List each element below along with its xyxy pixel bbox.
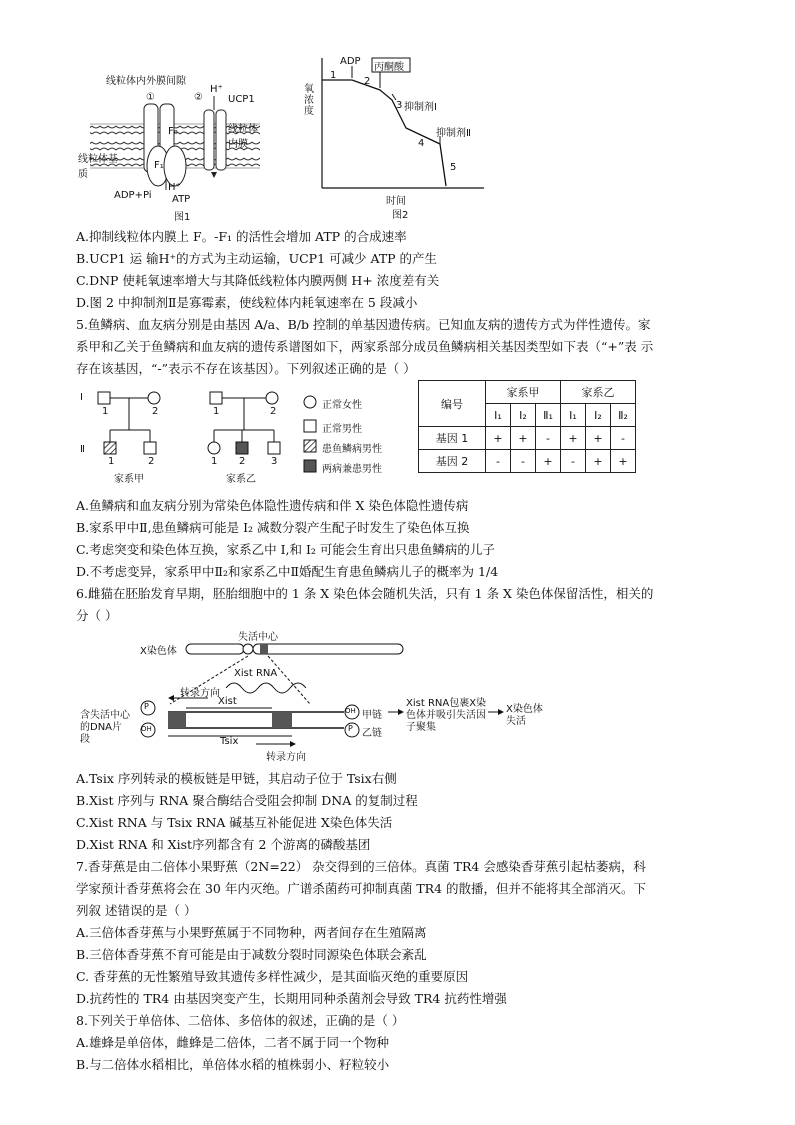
q4-option-c: C.DNP 使耗氧速率增大与其降低线粒体内膜两侧 H+ 浓度差有关	[76, 273, 440, 288]
fig1-atp: ATP	[172, 194, 191, 205]
fig1-inner-membrane: 线粒体内膜	[228, 124, 258, 150]
fig3-xist: Xist	[218, 696, 237, 707]
fig3-strand-b: 乙链	[362, 728, 382, 739]
q4-option-b: B.UCP1 运 输H⁺的方式为主动运输，UCP1 可减少 ATP 的产生	[76, 251, 438, 266]
pedigree-b-i2: 2	[270, 406, 277, 417]
fig2-inhibitor-1: 抑制剂Ⅰ	[404, 102, 437, 113]
fig3-inactive: X染色体失活	[506, 704, 543, 727]
legend-normal-male: 正常男性	[322, 424, 362, 435]
q7-option-d: D.抗药性的 TR4 由基因突变产生，长期用同种杀菌剂会导致 TR4 抗药性增强	[76, 991, 507, 1006]
fig3-oh-right: OH	[345, 707, 356, 715]
fig1-num-2: ②	[194, 92, 203, 103]
gene-cell: +	[511, 427, 536, 450]
q6-option-c: C.Xist RNA 与 Tsix RNA 碱基互补能促进 X染色体失活	[76, 815, 393, 830]
q8-stem: 8.下列关于单倍体、二倍体、多倍体的叙述，正确的是（ ）	[76, 1013, 405, 1028]
fig2-seg-4: 4	[418, 138, 425, 149]
gene-cell: +	[536, 450, 561, 473]
q4-option-d: D.图 2 中抑制剂Ⅱ是寡霉素，使线粒体内耗氧速率在 5 段减小	[76, 295, 418, 310]
fig1-f1: F₁	[154, 160, 164, 171]
fig1-title: 线粒体内外膜间隙	[106, 76, 186, 87]
q7-stem-3: 列叙 述错误的是（ ）	[76, 903, 197, 918]
figure-3	[76, 628, 556, 763]
figure-1	[76, 66, 271, 226]
fig3-xist-rna: Xist RNA	[234, 668, 278, 679]
gene-cell: -	[611, 427, 636, 450]
q5-stem-1: 5.鱼鳞病、血友病分别是由基因 A/a、B/b 控制的单基因遗传病。已知血友病的遗传方式为伴性遗传。家	[76, 317, 651, 332]
q8-option-a: A.雄蜂是单倍体，雌蜂是二倍体，二者不属于同一个物种	[76, 1035, 390, 1050]
fig3-dir-bottom: 转录方向	[266, 752, 306, 763]
q5-stem-3: 存在该基因，“-”表示不存在该基因）。下列叙述正确的是（ ）	[76, 361, 416, 376]
gene-table-sub: Ⅰ₂	[586, 404, 611, 427]
pedigree-a-ii2: 2	[148, 456, 155, 467]
fig2-seg-2: 2	[364, 76, 371, 87]
q7-option-c: C. 香芽蕉的无性繁殖导致其遗传多样性减少，是其面临灭绝的重要原因	[76, 969, 469, 984]
pedigree-chart	[76, 380, 406, 490]
table-row	[419, 450, 636, 473]
q5-option-a: A.鱼鳞病和血友病分别为常染色体隐性遗传病和伴 X 染色体隐性遗传病	[76, 498, 469, 513]
fig1-f0: F₀	[168, 126, 178, 137]
gene-table-header-id: 编号	[419, 381, 486, 427]
q5-option-d: D.不考虑变异，家系甲中Ⅱ₂和家系乙中Ⅱ婚配生育患鱼鳞病儿子的概率为 1/4	[76, 564, 499, 579]
pedigree-a-i2: 2	[152, 406, 159, 417]
gene-cell: +	[561, 427, 586, 450]
fig3-dna-frag: 含失活中心的DNA片段	[80, 710, 130, 745]
gene-cell: -	[536, 427, 561, 450]
gene-row-name: 基因 2	[419, 450, 486, 473]
gene-cell: +	[486, 427, 511, 450]
fig1-h-plus-bottom: H⁺	[168, 182, 181, 193]
fig2-xlabel: 时间	[386, 196, 406, 207]
pedigree-fam-a: 家系甲	[114, 474, 144, 485]
gene-table-sub: Ⅰ₂	[511, 404, 536, 427]
q6-option-b: B.Xist 序列与 RNA 聚合酶结合受阻会抑制 DNA 的复制过程	[76, 793, 418, 808]
fig2-seg-1: 1	[330, 70, 337, 81]
figure-2	[300, 54, 490, 226]
fig2-inhibitor-2: 抑制剂Ⅱ	[436, 128, 471, 139]
fig3-oh-left: OH	[141, 725, 152, 733]
fig2-pyruvate: 丙酮酸	[374, 62, 404, 73]
pedigree-fam-b: 家系乙	[226, 474, 256, 485]
gene-table-header-fam-b: 家系乙	[561, 381, 636, 404]
fig3-center: 失活中心	[238, 632, 278, 643]
gene-table-sub: Ⅰ₁	[561, 404, 586, 427]
gene-cell: +	[586, 450, 611, 473]
fig3-dir-top: 转录方向	[180, 688, 220, 699]
pedigree-b-i1: 1	[213, 406, 220, 417]
legend-normal-female: 正常女性	[322, 400, 362, 411]
q5-option-b: B.家系甲中Ⅱ,患鱼鳞病可能是 I₂ 减数分裂产生配子时发生了染色体互换	[76, 520, 470, 535]
gene-table-sub: Ⅱ₁	[536, 404, 561, 427]
pedigree-b-ii1: 1	[211, 456, 218, 467]
fig1-adp-pi: ADP+Pi	[114, 190, 152, 201]
q7-stem-1: 7.香芽蕉是由二倍体小果野蕉（2N=22） 杂交得到的三倍体。真菌 TR4 会感染香芽蕉引起枯萎病，科	[76, 859, 646, 874]
fig1-num-1: ①	[146, 92, 155, 103]
fig3-wrap: Xist RNA包裹X染色体并吸引失活因子聚集	[406, 698, 487, 733]
pedigree-a-ii1: 1	[108, 456, 115, 467]
fig3-tsix: Tsix	[220, 736, 239, 747]
pedigree-b-ii2: 2	[239, 456, 246, 467]
q4-option-a: A.抑制线粒体内膜上 F。-F₁ 的活性会增加 ATP 的合成速率	[76, 229, 407, 244]
pedigree-gen-1: Ⅰ	[80, 392, 83, 403]
legend-both-male: 两病兼患男性	[322, 464, 382, 475]
fig2-ylabel: 氧浓度	[304, 84, 314, 117]
fig2-seg-5: 5	[450, 162, 457, 173]
fig1-caption: 图1	[174, 212, 191, 223]
pedigree-a-i1: 1	[102, 406, 109, 417]
legend-ichthyosis-male: 患鱼鳞病男性	[322, 444, 382, 455]
q6-option-a: A.Tsix 序列转录的模板链是甲链，其启动子位于 Tsix右侧	[76, 771, 397, 786]
gene-cell: -	[511, 450, 536, 473]
q5-option-c: C.考虑突变和染色体互换，家系乙中 I,和 I₂ 可能会生育出只患鱼鳞病的儿子	[76, 542, 495, 557]
pedigree-gen-2: Ⅱ	[80, 444, 85, 455]
fig1-matrix: 线粒体基质	[78, 154, 118, 180]
gene-cell: -	[486, 450, 511, 473]
q5-stem-2: 系甲和乙关于鱼鳞病和血友病的遗传系谱图如下，两家系部分成员鱼鳞病相关基因类型如下表（“+”表 示	[76, 339, 654, 354]
fig1-ucp1: UCP1	[228, 94, 255, 105]
fig3-p-right: P	[348, 724, 353, 733]
gene-cell: +	[586, 427, 611, 450]
fig3-strand-a: 甲链	[362, 710, 382, 721]
gene-table-header-fam-a: 家系甲	[486, 381, 561, 404]
gene-row-name: 基因 1	[419, 427, 486, 450]
fig3-x-chrom: X染色体	[140, 646, 177, 657]
gene-cell: +	[611, 450, 636, 473]
q8-option-b: B.与二倍体水稻相比，单倍体水稻的植株弱小、籽粒较小	[76, 1057, 390, 1072]
table-row	[419, 427, 636, 450]
fig3-p-left: P	[144, 702, 149, 711]
q6-stem-2: 分（ ）	[76, 608, 118, 623]
fig2-seg-3: 3	[396, 100, 403, 111]
gene-table-sub: Ⅰ₁	[486, 404, 511, 427]
q6-stem-1: 6.雌猫在胚胎发育早期，胚胎细胞中的 1 条 X 染色体会随机失活，只有 1 条 X 染色体保留活性，相关的	[76, 586, 654, 601]
gene-table	[418, 380, 636, 473]
gene-cell: -	[561, 450, 586, 473]
q6-option-d: D.Xist RNA 和 Xist序列都含有 2 个游离的磷酸基团	[76, 837, 371, 852]
pedigree-b-ii3: 3	[271, 456, 278, 467]
fig2-caption: 图2	[392, 210, 409, 221]
fig2-adp: ADP	[340, 56, 361, 67]
q7-option-b: B.三倍体香芽蕉不育可能是由于减数分裂时同源染色体联会紊乱	[76, 947, 427, 962]
fig1-h-plus-top: H⁺	[210, 84, 223, 95]
gene-table-sub: Ⅱ₂	[611, 404, 636, 427]
q7-option-a: A.三倍体香芽蕉与小果野蕉属于不同物种，两者间存在生殖隔离	[76, 925, 427, 940]
q7-stem-2: 学家预计香芽蕉将会在 30 年内灭绝。广谱杀菌药可抑制真菌 TR4 的散播，但并不能将其全部消灭。下	[76, 881, 647, 896]
